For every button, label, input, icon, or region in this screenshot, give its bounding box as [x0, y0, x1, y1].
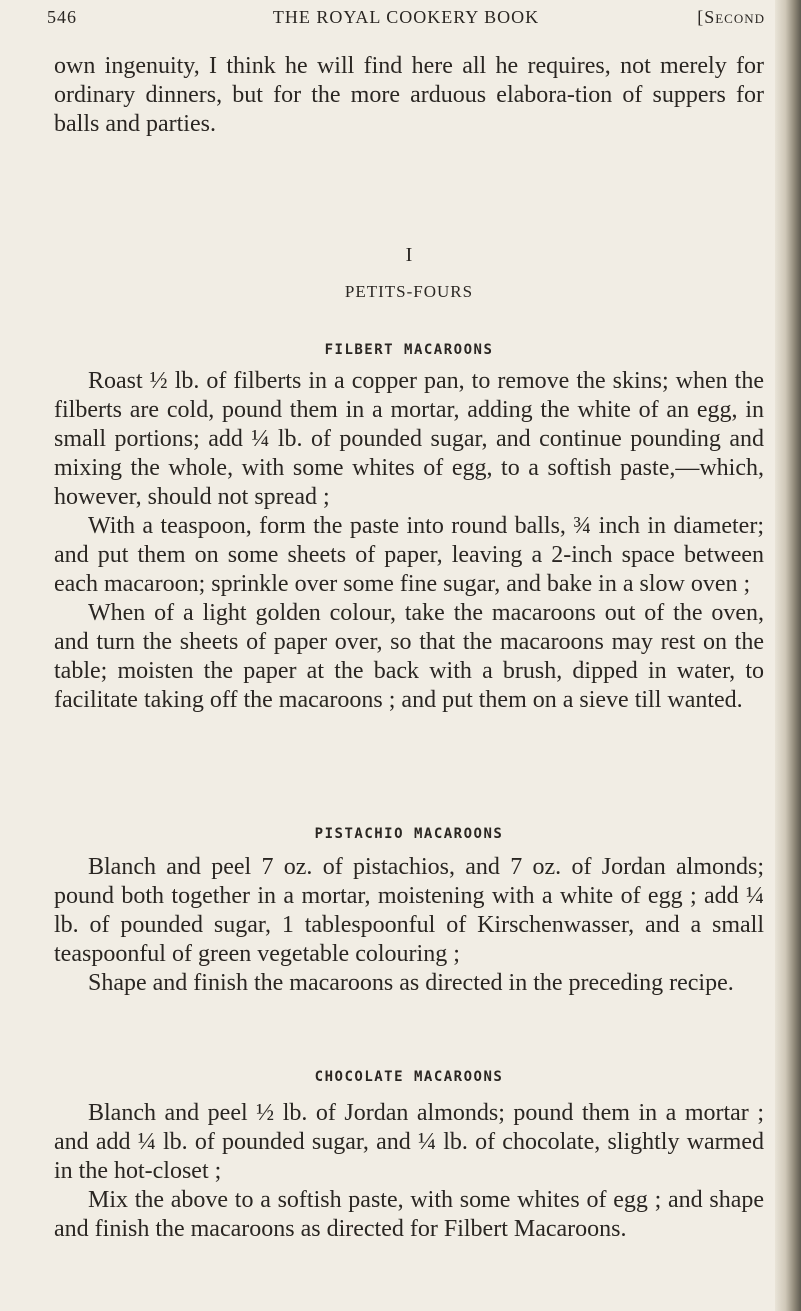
recipe-paragraph: Mix the above to a softish paste, with some whites of egg ; and shape and finish the macaroons as directed for Filbert Macaroons.: [54, 1187, 764, 1242]
recipe-paragraph: Blanch and peel ½ lb. of Jordan almonds; pound them in a mortar ; and add ¼ lb. of pounded sugar, and ¼ lb. of chocolate, slightly warmed in the hot-closet ;: [54, 1100, 764, 1184]
recipe-title-pistachio: PISTACHIO MACAROONS: [314, 826, 504, 842]
running-header: [47, 7, 765, 33]
section-marker: [Second: [697, 7, 765, 27]
intro-paragraph: own ingenuity, I think he will find here all he requires, not merely for ordinary dinners, but for the more arduous elabora-tion of suppers for balls and parties.: [54, 53, 764, 137]
book-title: THE ROYAL COOKERY BOOK: [272, 7, 540, 27]
recipe-body-filbert: [54, 367, 764, 715]
recipe-title-filbert: FILBERT MACAROONS: [324, 342, 494, 358]
recipe-body-pistachio: [54, 853, 764, 998]
recipe-body-chocolate: [54, 1099, 764, 1244]
page-edge-shadow: [775, 0, 801, 1311]
section-number: I: [405, 244, 413, 266]
recipe-paragraph: When of a light golden colour, take the macaroons out of the oven, and turn the sheets of paper over, so that the macaroons may rest on the table; moisten the paper at the back with a brush, dipped in water, to facilitate taking off the macaroons ; and put them on a sieve till wanted.: [54, 600, 764, 713]
recipe-paragraph: Shape and finish the macaroons as directed in the preceding recipe.: [88, 970, 734, 996]
recipe-paragraph: Roast ½ lb. of filberts in a copper pan, to remove the skins; when the filberts are cold, pound them in a mortar, adding the white of an egg, in small portions; add ¼ lb. of pounded sugar, and continue pounding and mixing the whole, with some whites of egg, to a softish paste,—which, however, should not spread ;: [54, 368, 764, 510]
recipe-title-chocolate: CHOCOLATE MACAROONS: [314, 1069, 504, 1085]
section-title: PETITS-FOURS: [344, 282, 474, 301]
recipe-paragraph: Blanch and peel 7 oz. of pistachios, and 7 oz. of Jordan almonds; pound both together in a mortar, moistening with a white of egg ; add ¼ lb. of pounded sugar, 1 tablespoonful of Kirschenwasser, and a small teaspoonful of green vegetable colouring ;: [54, 854, 764, 967]
recipe-paragraph: With a teaspoon, form the paste into round balls, ¾ inch in diameter; and put them on some sheets of paper, leaving a 2-inch space between each macaroon; sprinkle over some fine sugar, and bake in a slow oven ;: [54, 513, 764, 597]
intro-text: [54, 52, 764, 139]
page-number: 546: [47, 7, 77, 27]
